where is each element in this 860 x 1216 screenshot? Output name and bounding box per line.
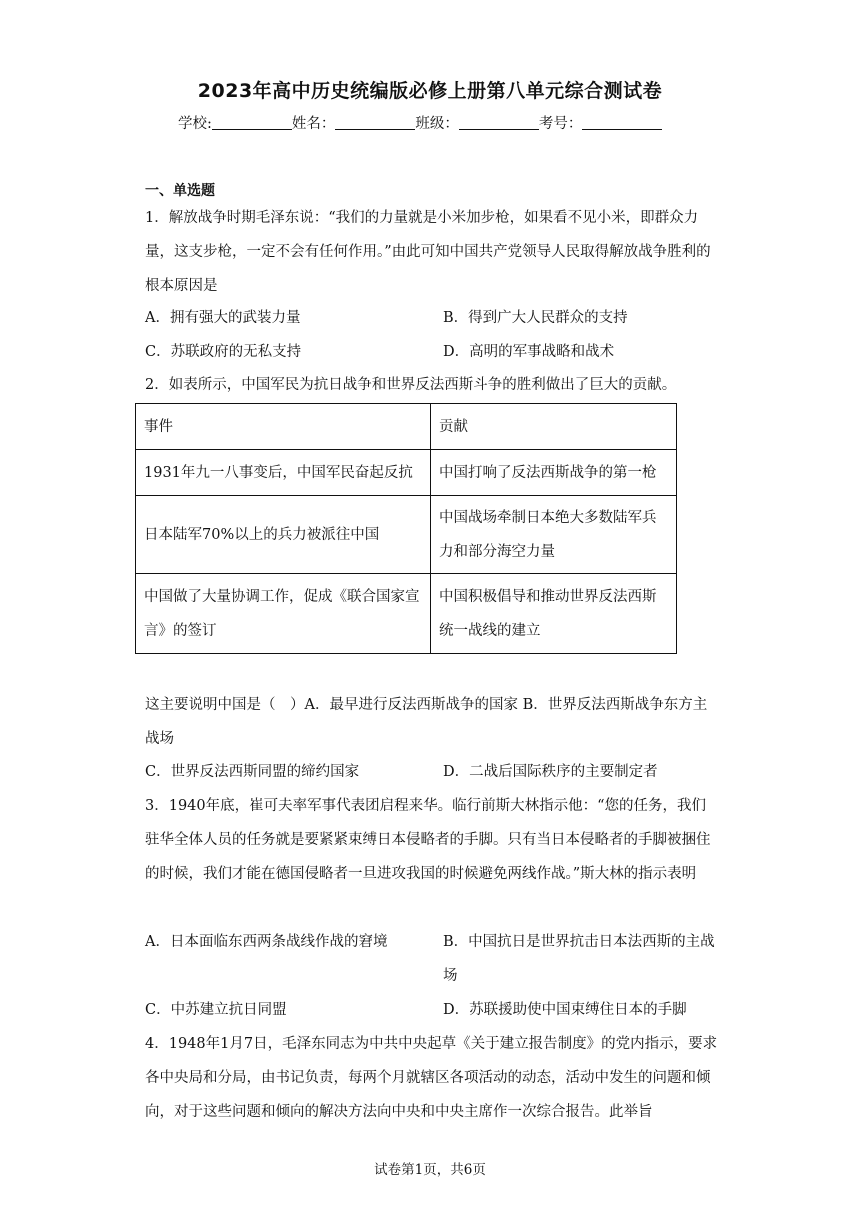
- table-header-contribution: 贡献: [431, 404, 677, 450]
- question-3-option-a[interactable]: A．日本面临东西两条战线作战的窘境: [145, 934, 388, 950]
- exam-no-blank[interactable]: [582, 115, 662, 130]
- table-cell-event: 日本陆军70%以上的兵力被派往中国: [136, 496, 431, 574]
- question-1-option-a[interactable]: A．拥有强大的武装力量: [145, 310, 301, 326]
- table-header-row: [136, 404, 677, 450]
- class-label: 班级：: [415, 116, 459, 132]
- table-cell-contribution: 中国积极倡导和推动世界反法西斯统一战线的建立: [431, 574, 677, 654]
- question-1-option-c[interactable]: C．苏联政府的无私支持: [145, 344, 302, 360]
- question-2-follow-up: 这主要说明中国是（ ）A．最早进行反法西斯战争的国家 B．世界反法西斯战争东方主战场: [145, 697, 708, 747]
- question-2-option-c[interactable]: C．世界反法西斯同盟的缔约国家: [145, 764, 360, 780]
- class-blank[interactable]: [459, 115, 539, 130]
- events-table: [135, 403, 677, 654]
- question-1-option-d[interactable]: D．高明的军事战略和战术: [443, 344, 615, 360]
- page-footer: 试卷第1页，共6页: [374, 1162, 486, 1178]
- question-2-stem: 2．如表所示，中国军民为抗日战争和世界反法西斯斗争的胜利做出了巨大的贡献。: [145, 377, 677, 393]
- section-heading: 一、单选题: [145, 183, 215, 199]
- question-2-option-d[interactable]: D．二战后国际秩序的主要制定者: [443, 764, 658, 780]
- school-label: 学校:: [178, 116, 212, 132]
- question-1-options-row-1: [145, 301, 720, 335]
- table-row: [136, 496, 677, 574]
- question-3-options-row-2: [145, 993, 720, 1027]
- name-blank[interactable]: [335, 115, 415, 130]
- exam-no-label: 考号：: [538, 116, 583, 132]
- question-3-option-d[interactable]: D．苏联援助使中国束缚住日本的手脚: [443, 1002, 687, 1018]
- student-info-line: [178, 112, 662, 133]
- question-3-option-b[interactable]: B．中国抗日是世界抗击日本法西斯的主战场: [443, 934, 715, 984]
- exam-title: 2023年高中历史统编版必修上册第八单元综合测试卷: [197, 80, 663, 102]
- table-cell-event: 1931年九一八事变后，中国军民奋起反抗: [136, 450, 431, 496]
- table-row: [136, 574, 677, 654]
- school-blank[interactable]: [212, 115, 292, 130]
- question-2-options-row: [145, 755, 720, 789]
- question-3-option-c[interactable]: C．中苏建立抗日同盟: [145, 1002, 287, 1018]
- question-3-options-row-1: [145, 925, 720, 984]
- question-1-option-b[interactable]: B．得到广大人民群众的支持: [443, 310, 628, 326]
- question-1-stem: 1．解放战争时期毛泽东说：“我们的力量就是小米加步枪，如果看不见小米，即群众力量，这支步枪，一定不会有任何作用。”由此可知中国共产党领导人民取得解放战争胜利的根本原因是: [145, 210, 711, 294]
- table-cell-contribution: 中国战场牵制日本绝大多数陆军兵力和部分海空力量: [431, 496, 677, 574]
- table-cell-event: 中国做了大量协调工作，促成《联合国家宣言》的签订: [136, 574, 431, 654]
- name-label: 姓名：: [291, 116, 336, 132]
- question-3-stem: 3．1940年底，崔可夫率军事代表团启程来华。临行前斯大林指示他：“您的任务，我们驻华全体人员的任务就是要紧紧束缚日本侵略者的手脚。只有当日本侵略者的手脚被捆住的时候，我们才能在德国侵略者一旦进攻我国的时候避免两线作战。”斯大林的指示表明: [145, 798, 711, 882]
- table-row: [136, 450, 677, 496]
- table-cell-contribution: 中国打响了反法西斯战争的第一枪: [431, 450, 677, 496]
- question-4-stem: 4．1948年1月7日，毛泽东同志为中共中央起草《关于建立报告制度》的党内指示，要求各中央局和分局，由书记负责，每两个月就辖区各项活动的动态，活动中发生的问题和倾向，对于这些问题和倾向的解决方法向中央和中央主席作一次综合报告。此举旨: [145, 1036, 718, 1120]
- table-header-event: 事件: [136, 404, 431, 450]
- question-1-options-row-2: [145, 335, 720, 369]
